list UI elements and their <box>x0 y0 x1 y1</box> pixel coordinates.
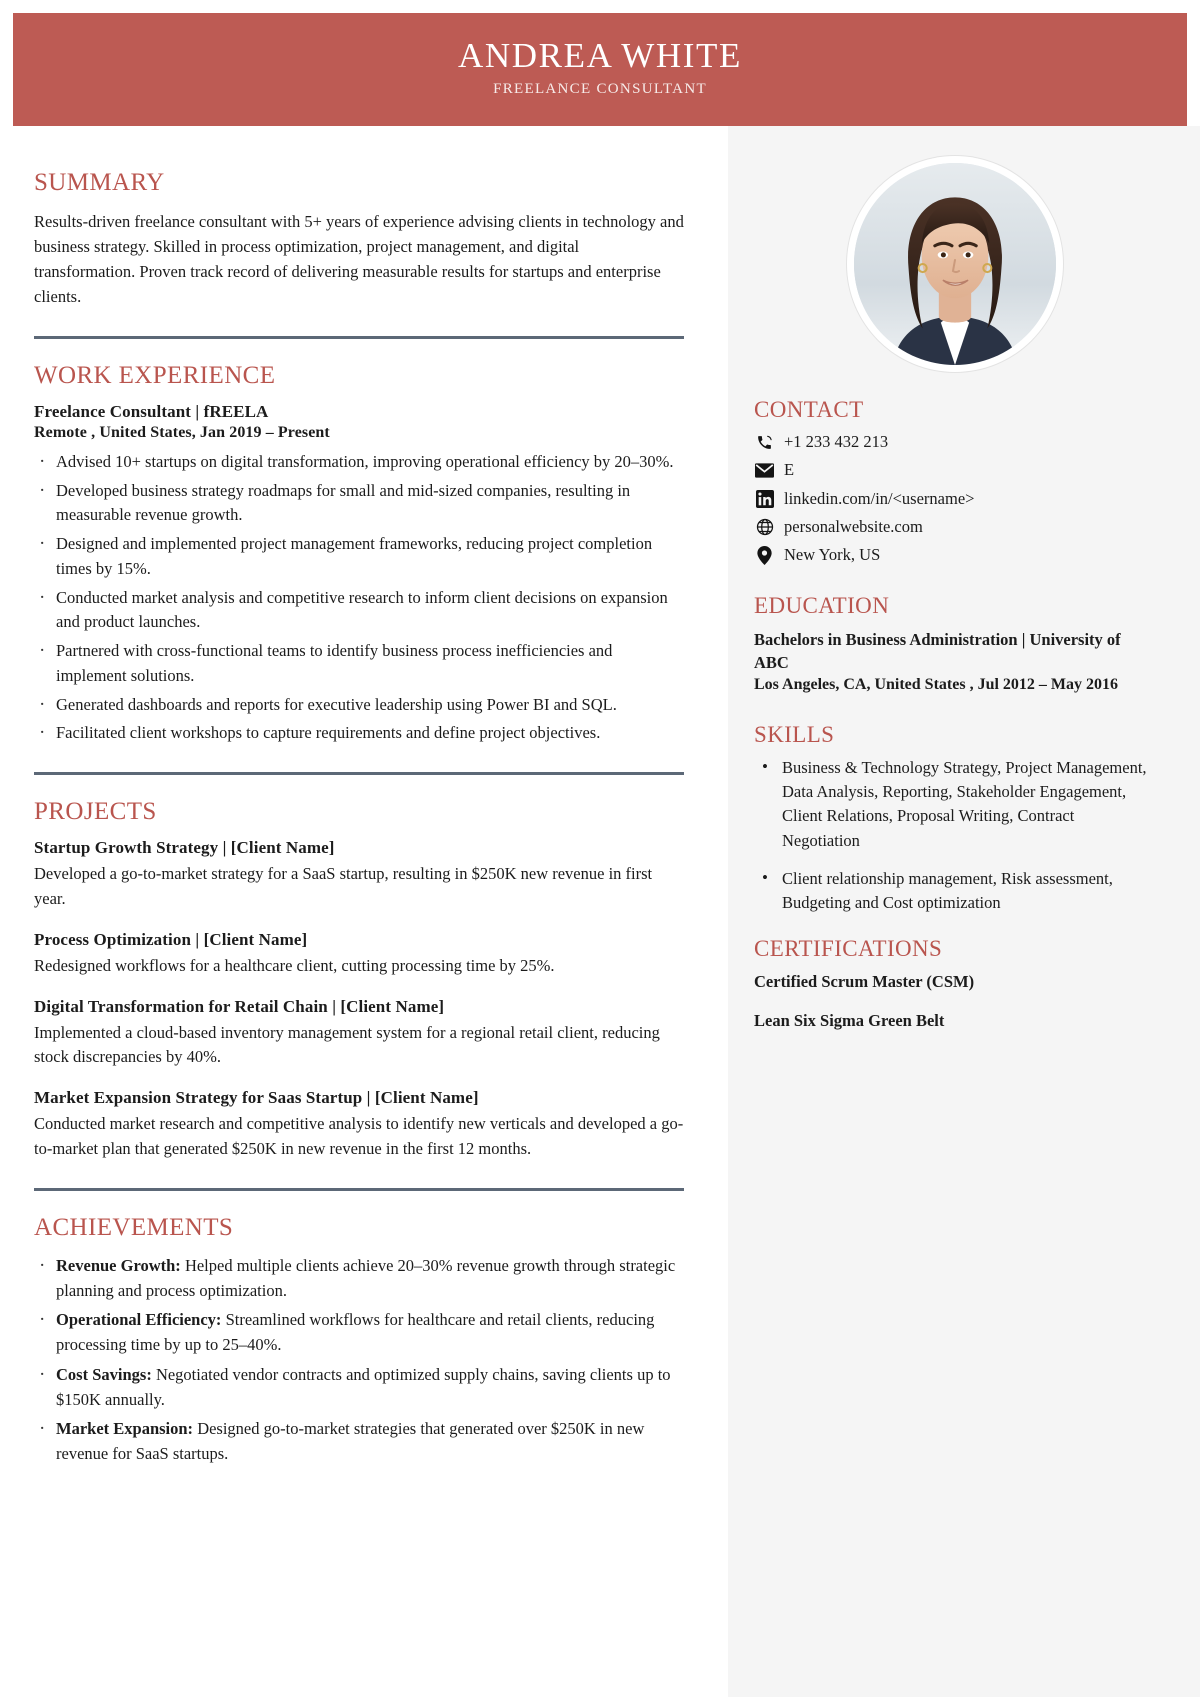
contact-website[interactable] <box>754 516 1156 538</box>
job-bullet: · Conducted market analysis and competitive research to inform client decisions on expansion and product launches. <box>34 586 684 636</box>
phone-icon <box>754 432 775 453</box>
project-description: Developed a go-to-market strategy for a SaaS startup, resulting in $250K new revenue in first year. <box>34 864 653 909</box>
job-bullet: · Generated dashboards and reports for executive leadership using Power BI and SQL. <box>34 693 684 718</box>
job-bullet: · Developed business strategy roadmaps for small and mid-sized companies, resulting in measurable revenue growth. <box>34 479 684 529</box>
achievement-item <box>34 1308 684 1358</box>
location-icon <box>754 545 775 566</box>
globe-icon <box>754 517 775 538</box>
education-entry <box>754 628 1156 698</box>
divider <box>34 336 684 339</box>
profile-photo-icon <box>854 163 1056 365</box>
job-title: Freelance Consultant | fREELA <box>34 401 269 421</box>
divider <box>34 772 684 775</box>
avatar-ring <box>847 156 1063 372</box>
skill-item: • Client relationship management, Risk assessment, Budgeting and Cost optimization <box>754 867 1156 915</box>
divider <box>34 1188 684 1191</box>
contact-location[interactable] <box>754 544 1156 566</box>
project-title: Process Optimization | [Client Name] <box>34 929 308 949</box>
summary-text: Results-driven freelance consultant with 5+ years of experience advising clients in technology and business strategy. Skilled in process optimization, project management, and digital transformation. Proven track record of delivering measurable results for startups and enterprise clients. <box>34 212 684 307</box>
header-subtitle: FREELANCE CONSULTANT <box>493 80 707 97</box>
project-item <box>34 838 684 912</box>
contact-linkedin-value: linkedin.com/in/<username> <box>784 488 975 508</box>
contact-email-value: E <box>784 460 795 480</box>
page-title: ANDREA WHITE <box>458 36 742 76</box>
education-heading: EDUCATION <box>754 593 890 619</box>
skill-item: • Business & Technology Strategy, Project Management, Data Analysis, Reporting, Stakeholder Engagement, Client Relations, Proposal Writing, Contract Negotiation <box>754 756 1156 852</box>
main-column <box>0 126 728 1697</box>
achievement-label: Cost Savings: <box>56 1364 152 1384</box>
achievement-item <box>34 1254 684 1304</box>
certification-item: Lean Six Sigma Green Belt <box>754 1011 945 1031</box>
job-bullet: · Partnered with cross-functional teams to identify business process inefficiencies and implement solutions. <box>34 639 684 689</box>
contact-website-value: personalwebsite.com <box>784 516 923 536</box>
job-bullet: · Facilitated client workshops to capture requirements and define project objectives. <box>34 721 684 746</box>
section-summary <box>34 170 684 310</box>
achievement-text: Streamlined workflows for healthcare and retail clients, reducing processing time by up to 25–40%. <box>56 1310 655 1355</box>
achievement-list <box>34 1254 684 1467</box>
project-description: Conducted market research and competitive analysis to identify new verticals and developed a go-to-market plan that generated $250K in new revenue in the first 12 months. <box>34 1114 684 1158</box>
section-contact <box>754 398 1156 566</box>
contact-location-value: New York, US <box>784 545 881 565</box>
work-experience-heading: WORK EXPERIENCE <box>34 361 276 389</box>
job-bullet: · Advised 10+ startups on digital transformation, improving operational efficiency by 20–30%. <box>34 450 684 475</box>
contact-email[interactable] <box>754 459 1156 481</box>
education-degree: Bachelors in Business Administration | University of ABC <box>754 629 1121 673</box>
summary-heading: SUMMARY <box>34 169 165 196</box>
project-title: Market Expansion Strategy for Saas Startup | [Client Name] <box>34 1088 479 1108</box>
project-title: Digital Transformation for Retail Chain | [Client Name] <box>34 996 445 1016</box>
achievement-label: Revenue Growth: <box>56 1255 181 1275</box>
job-bullet: · Designed and implemented project management frameworks, reducing project completion times by 15%. <box>34 532 684 582</box>
job-entry <box>34 402 684 746</box>
section-achievements <box>34 1215 684 1467</box>
achievement-text: Negotiated vendor contracts and optimized supply chains, saving clients up to $150K annually. <box>56 1364 671 1409</box>
contact-heading: CONTACT <box>754 397 864 422</box>
education-meta: Los Angeles, CA, United States , Jul 2012 – May 2016 <box>754 676 1119 694</box>
resume-body <box>0 126 1200 1697</box>
achievement-item <box>34 1417 684 1467</box>
project-description: Implemented a cloud-based inventory management system for a regional retail client, reducing stock discrepancies by 40%. <box>34 1022 660 1067</box>
email-icon <box>754 460 775 481</box>
project-item <box>34 1088 684 1162</box>
contact-linkedin[interactable] <box>754 488 1156 510</box>
avatar-image <box>854 163 1056 365</box>
header-banner <box>13 13 1187 126</box>
achievement-label: Operational Efficiency: <box>56 1310 222 1330</box>
section-work-experience <box>34 363 684 747</box>
section-education <box>754 594 1156 697</box>
achievement-label: Market Expansion: <box>56 1419 194 1439</box>
section-projects <box>34 799 684 1162</box>
achievement-item <box>34 1363 684 1413</box>
skills-heading: SKILLS <box>754 722 835 748</box>
contact-phone[interactable] <box>754 431 1156 453</box>
achievement-text: Designed go-to-market strategies that generated over $250K in new revenue for SaaS startups. <box>56 1419 645 1464</box>
achievement-text: Helped multiple clients achieve 20–30% revenue growth through strategic planning and process optimization. <box>56 1255 676 1300</box>
avatar <box>754 156 1156 372</box>
projects-heading: PROJECTS <box>34 798 157 826</box>
linkedin-icon <box>754 488 775 509</box>
section-certifications <box>754 937 1156 1032</box>
skills-list <box>754 756 1156 914</box>
project-description: Redesigned workflows for a healthcare client, cutting processing time by 25%. <box>34 955 555 975</box>
job-meta: Remote , United States, Jan 2019 – Present <box>34 423 330 441</box>
certifications-heading: CERTIFICATIONS <box>754 935 943 961</box>
section-skills <box>754 723 1156 915</box>
project-item <box>34 930 684 979</box>
sidebar-column <box>728 126 1200 1697</box>
certification-item: Certified Scrum Master (CSM) <box>754 971 975 991</box>
job-bullet-list <box>34 450 684 746</box>
project-item <box>34 997 684 1071</box>
project-title: Startup Growth Strategy | [Client Name] <box>34 838 335 858</box>
achievements-heading: ACHIEVEMENTS <box>34 1213 234 1241</box>
contact-phone-value: +1 233 432 213 <box>784 432 889 452</box>
